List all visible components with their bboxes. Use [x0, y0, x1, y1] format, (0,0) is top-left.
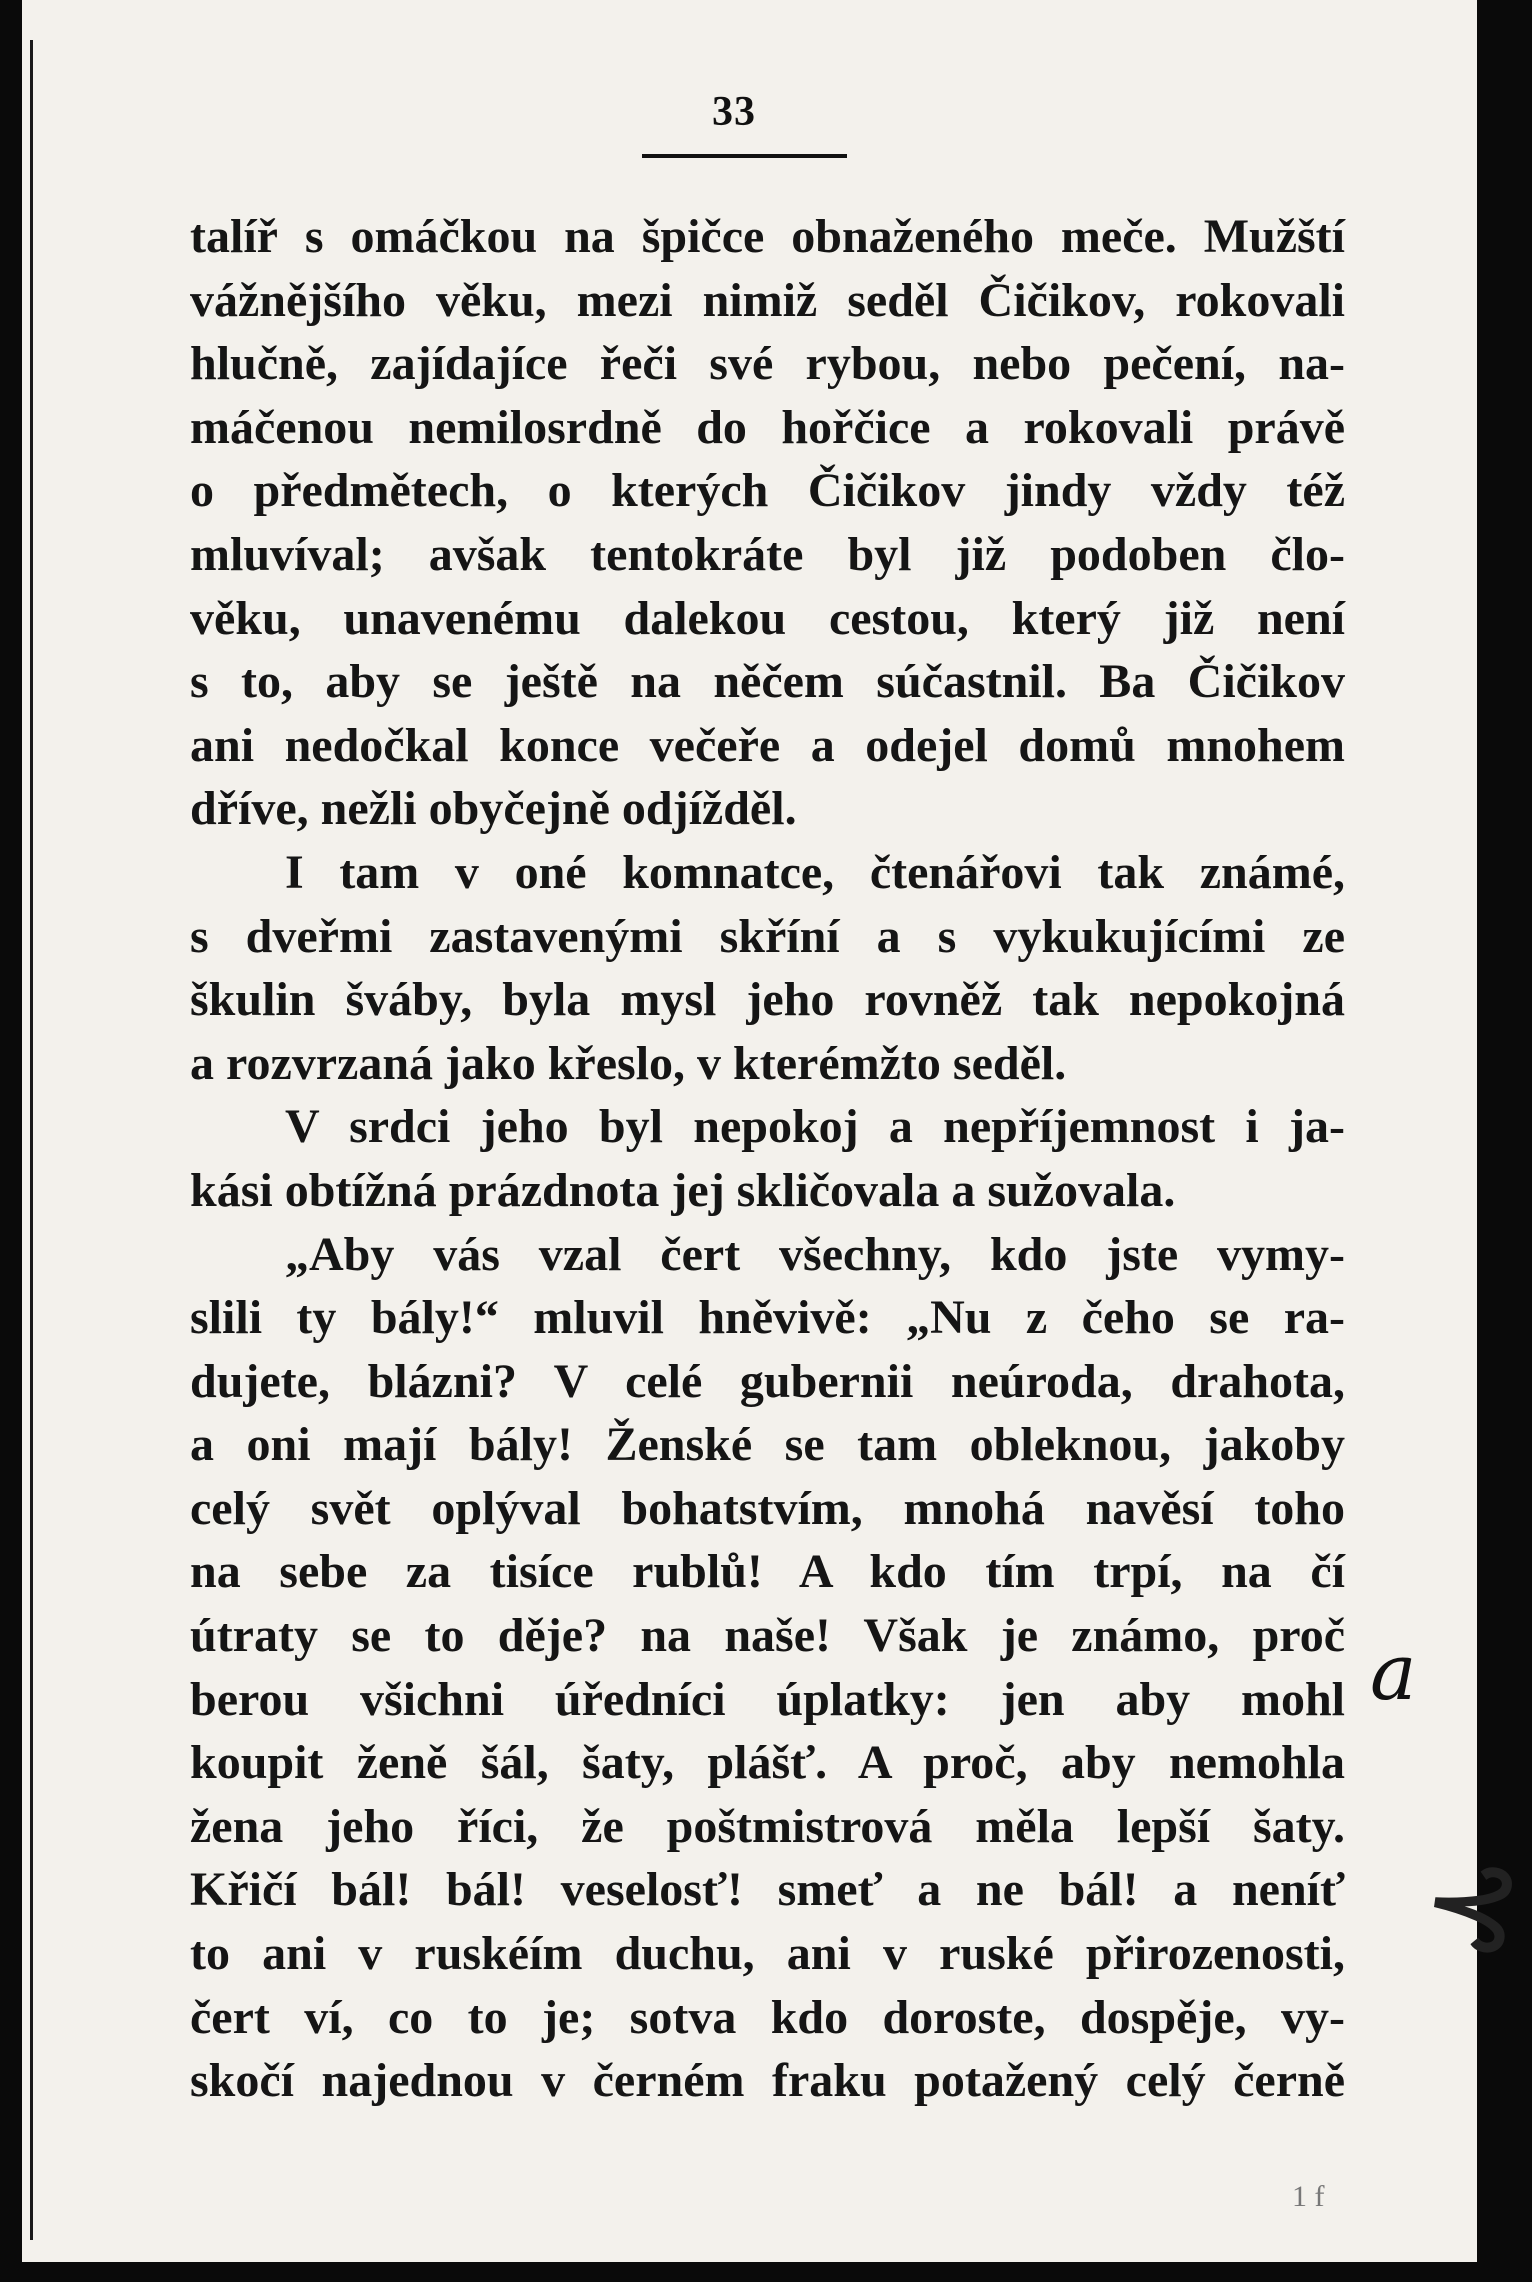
- text-line: mluvíval; avšak tentokráte byl již podoben člo-: [190, 527, 1345, 581]
- page-number-rule: [642, 154, 847, 158]
- text-line: to ani v ruskéím duchu, ani v ruské přirozenosti,: [190, 1927, 1345, 1981]
- text-line: dříve, nežli obyčejně odjížděl.: [190, 782, 797, 836]
- text-line: s to, aby se ještě na něčem súčastnil. Ba Čičikov: [190, 655, 1345, 709]
- text-line: máčenou nemilosrdně do hořčice a rokovali právě: [190, 400, 1345, 454]
- text-line: Křičí bál! bál! veselosť! smeť a ne bál! a neníť: [190, 1863, 1345, 1917]
- text-line: ani nedočkal konce večeře a odejel domů mnohem: [190, 718, 1345, 772]
- text-line: koupit ženě šál, šaty, plášť. A proč, aby nemohla: [190, 1736, 1345, 1790]
- text-line: talíř s omáčkou na špičce obnaženého meče. Mužští: [190, 210, 1345, 263]
- text-line: „Aby vás vzal čert všechny, kdo jste vymy-: [285, 1227, 1345, 1281]
- text-line: útraty se to děje? na naše! Však je známo, proč: [190, 1609, 1345, 1663]
- page-edge-rule: [30, 40, 33, 2240]
- text-line: s dveřmi zastavenými skříní a s vykukujícími ze: [190, 909, 1345, 963]
- body-text: [190, 205, 1345, 2113]
- text-line: slili ty bály!“ mluvil hněvivě: „Nu z čeho se ra-: [190, 1291, 1345, 1345]
- text-line: a rozvrzaná jako křeslo, v kterémžto seděl.: [190, 1036, 1067, 1090]
- handwritten-margin-mark: ⊰: [1412, 1828, 1532, 1981]
- handwritten-margin-note: a: [1370, 1628, 1417, 1718]
- text-line: skočí najednou v černém fraku potažený celý černě: [190, 2054, 1345, 2108]
- text-line: hlučně, zajídajíce řeči své rybou, nebo pečení, na-: [190, 337, 1345, 391]
- text-line: čert ví, co to je; sotva kdo doroste, dospěje, vy-: [190, 1990, 1345, 2044]
- page-number: 33: [712, 89, 756, 135]
- text-line: a oni mají bály! Ženské se tam obleknou, jakoby: [190, 1418, 1345, 1472]
- text-line: celý svět oplýval bohatstvím, mnohá navěsí toho: [190, 1481, 1345, 1535]
- book-page: [22, 0, 1532, 2262]
- text-line: kási obtížná prázdnota jej skličovala a sužovala.: [190, 1163, 1176, 1217]
- text-line: o předmětech, o kterých Čičikov jindy vždy též: [190, 464, 1345, 518]
- text-line: dujete, blázni? V celé gubernii neúroda, drahota,: [190, 1354, 1345, 1408]
- text-line: žena jeho říci, že poštmistrová měla lepší šaty.: [190, 1799, 1345, 1853]
- text-line: škulin šváby, byla mysl jeho rovněž tak nepokojná: [190, 973, 1345, 1027]
- bottom-margin-mark: 1 f: [1292, 2180, 1325, 2213]
- text-line: V srdci jeho byl nepokoj a nepříjemnost i ja-: [285, 1100, 1345, 1154]
- text-line: I tam v oné komnatce, čtenářovi tak známé,: [285, 845, 1345, 899]
- text-line: věku, unavenému dalekou cestou, který již není: [190, 591, 1345, 645]
- text-line: berou všichni úředníci úplatky: jen aby mohl: [190, 1672, 1345, 1726]
- text-line: vážnějšího věku, mezi nimiž seděl Čičikov, rokovali: [190, 273, 1345, 327]
- text-line: na sebe za tisíce rublů! A kdo tím trpí, na čí: [190, 1545, 1345, 1599]
